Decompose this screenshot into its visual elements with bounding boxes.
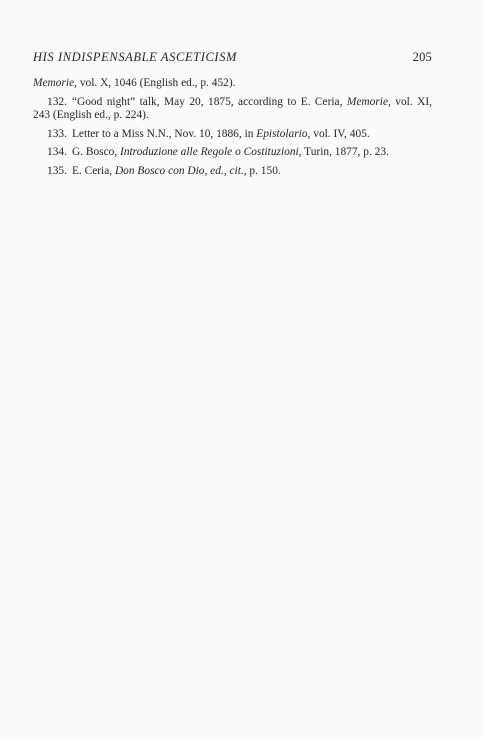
endnote-number: 132. [47,95,67,108]
page-number: 205 [412,50,432,64]
endnote-italic-text: Memorie, [33,77,77,89]
endnote [33,96,432,123]
endnote-text: vol. XI, 243 (English ed., p. 224). [33,95,432,122]
endnote-text: vol. X, 1046 (English ed., p. 452). [76,77,236,89]
running-head [33,50,432,65]
endnotes-list [33,77,432,179]
endnote-text: vol. IV, 405. [310,127,370,140]
endnote [33,146,432,160]
endnote-text: “Good night” talk, May 20, 1875, according to E. Ceria, [71,95,347,108]
endnote-text: p. 150. [246,164,281,177]
endnote-italic-text: Epistolario, [256,127,311,140]
endnote-italic-text: Don Bosco con Dio, ed., cit., [114,164,247,177]
endnote [33,77,432,91]
running-title: HIS INDISPENSABLE ASCETICISM [33,50,238,64]
book-page [33,50,432,184]
endnote [33,165,432,179]
endnote-text: E. Ceria, [71,164,115,177]
endnote-text: G. Bosco, [71,146,121,159]
endnote-text: Letter to a Miss N.N., Nov. 10, 1886, in [71,127,257,140]
endnote-number: 134. [47,146,67,159]
endnote-italic-text: Introduzione alle Regole o Costituzioni, [120,146,302,159]
endnote-italic-text: Memorie, [346,95,391,108]
endnote-text: Turin, 1877, p. 23. [301,146,389,159]
endnote-number: 133. [47,127,67,140]
endnote-number: 135. [47,164,67,177]
endnote [33,128,432,142]
